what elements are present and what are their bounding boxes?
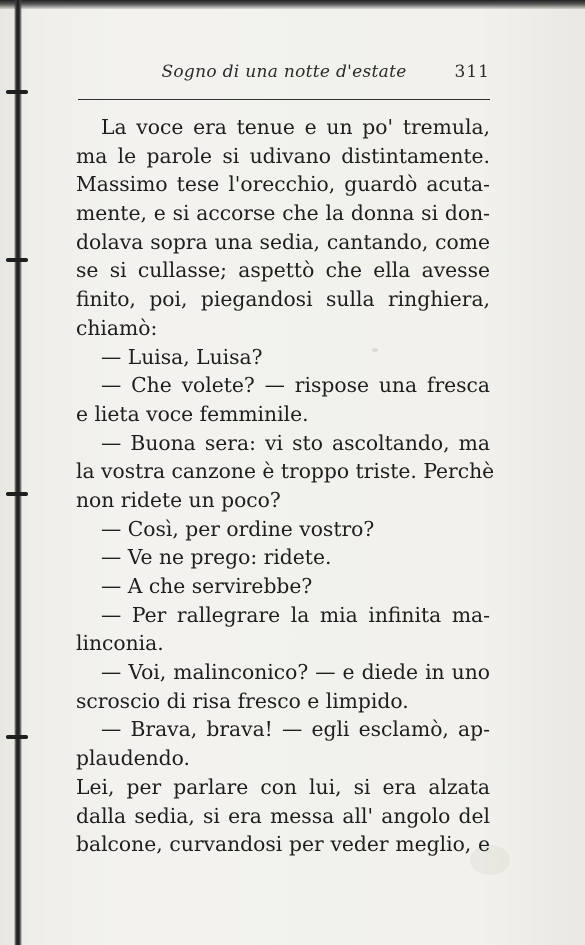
text-line: — Luisa, Luisa? [101,344,263,369]
text-line: ma le parole si udivano distintamente. [76,143,490,168]
page-top-edge [0,0,585,9]
text-line: — Buona sera: vi sto ascoltando, ma [101,430,490,455]
text-line: Lei, per parlare con lui, si era alzata [76,774,490,799]
text-line: e lieta voce femminile. [76,401,309,426]
text-line: dolava sopra una sedia, cantando, come [76,229,490,254]
text-line: mente, e si accorse che la donna si don- [76,201,490,226]
text-line: — Così, per ordine vostro? [101,516,375,541]
text-line: dalla sedia, si era messa all' angolo del [76,803,490,828]
text-line: finito, poi, piegandosi sulla ringhiera, [76,287,490,312]
body-text [76,113,495,859]
text-line: non ridete un poco? [76,487,281,512]
binding-stitch [6,492,28,496]
header-rule [78,99,490,100]
text-line: — Voi, malinconico? — e diede in uno [101,660,490,685]
text-line: — Brava, brava! — egli esclamò, ap- [101,717,490,742]
text-line: — Per rallegrare la mia infinita ma- [101,602,490,627]
text-line: — Ve ne prego: ridete. [101,545,332,570]
binding-stitch [6,735,28,739]
text-line: balcone, curvandosi per veder meglio, e [76,832,490,857]
text-line: plaudendo. [76,746,190,771]
text-line: la vostra canzone è troppo triste. Perchè [76,459,495,484]
text-line: La voce era tenue e un po' tremula, [101,115,490,139]
running-head-title: Sogno di una notte d'estate [161,62,407,82]
running-head [78,62,490,90]
text-line: — A che servirebbe? [101,574,313,598]
text-line: chiamò: [76,315,158,340]
text-line: linconia. [76,631,164,656]
text-line: scroscio di risa fresco e limpido. [76,688,409,713]
binding-stitch [6,90,28,94]
text-line: se si cullasse; aspettò che ella avesse [76,258,490,283]
text-line: — Che volete? — rispose una fresca [101,373,490,398]
page-number: 311 [454,62,490,82]
page-binding [14,0,22,945]
binding-stitch [6,258,28,262]
text-line: Massimo tese l'orecchio, guardò acuta- [76,172,490,197]
